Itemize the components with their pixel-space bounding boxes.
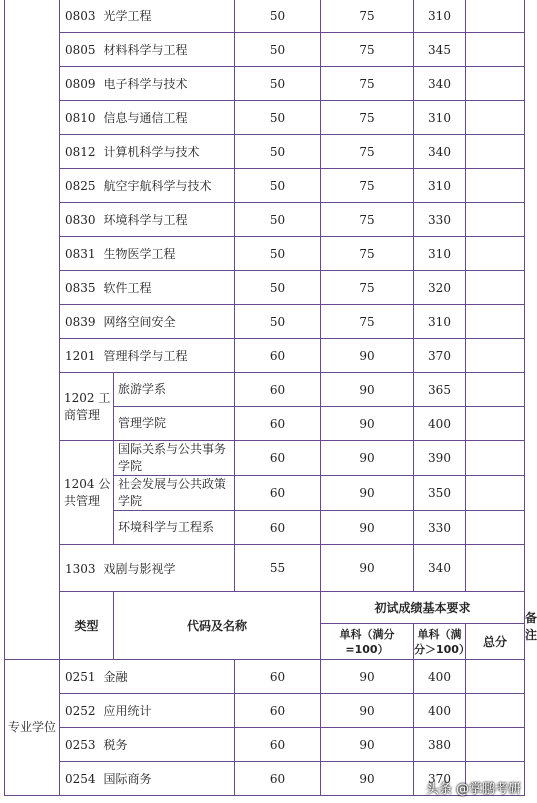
remarks-cell <box>466 441 525 476</box>
subject-name: 材料科学与工程 <box>103 43 188 57</box>
single-100-cell: 50 <box>235 237 321 271</box>
single-over-100-cell: 90 <box>321 694 414 728</box>
subject-code: 0251 <box>65 670 96 684</box>
single-over-100-cell: 75 <box>321 67 414 101</box>
single-100-cell: 60 <box>235 407 321 441</box>
subject-name: 软件工程 <box>103 281 152 295</box>
total-cell: 400 <box>414 660 466 694</box>
table-row <box>5 33 525 67</box>
subject-cell <box>60 728 235 762</box>
single-100-cell: 50 <box>235 203 321 237</box>
remarks-cell <box>466 407 525 441</box>
table-row <box>5 441 525 476</box>
score-table <box>4 0 537 796</box>
subject-code: 0812 <box>65 145 96 159</box>
subject-cell <box>60 545 235 592</box>
subject-name: 计算机科学与技术 <box>103 145 200 159</box>
subject-code: 1201 <box>65 349 96 363</box>
single-over-100-cell: 90 <box>321 545 414 592</box>
subject-name: 国际商务 <box>103 772 152 786</box>
subject-cell <box>60 305 235 339</box>
subject-code: 0835 <box>65 281 96 295</box>
single-over-100-cell: 75 <box>321 0 414 33</box>
single-over-100-cell: 90 <box>321 373 414 407</box>
single-over-100-cell: 90 <box>321 660 414 694</box>
subject-cell <box>60 33 235 67</box>
single-over-100-cell: 75 <box>321 33 414 67</box>
subject-cell <box>60 135 235 169</box>
subject-cell <box>60 203 235 237</box>
header-type: 类型 <box>60 592 114 660</box>
single-over-100-cell: 90 <box>321 511 414 545</box>
remarks-cell <box>466 101 525 135</box>
single-100-cell: 50 <box>235 67 321 101</box>
table-row <box>5 660 525 694</box>
total-cell: 340 <box>414 545 466 592</box>
remarks-cell <box>466 373 525 407</box>
total-cell: 330 <box>414 511 466 545</box>
single-over-100-cell: 90 <box>321 728 414 762</box>
table-row <box>5 0 525 33</box>
subject-code: 0831 <box>65 247 96 261</box>
table-row <box>5 67 525 101</box>
remarks-cell <box>466 545 525 592</box>
type-cell-blank <box>5 0 60 660</box>
total-cell: 390 <box>414 441 466 476</box>
subject-cell <box>60 762 235 796</box>
total-cell: 380 <box>414 728 466 762</box>
single-100-cell: 55 <box>235 545 321 592</box>
remarks-cell <box>466 169 525 203</box>
table-row <box>5 305 525 339</box>
total-cell: 310 <box>414 169 466 203</box>
department-cell: 国际关系与公共事务学院 <box>114 441 235 476</box>
single-100-cell: 60 <box>235 476 321 511</box>
total-cell: 330 <box>414 203 466 237</box>
subject-code: 0830 <box>65 213 96 227</box>
remarks-cell <box>466 305 525 339</box>
subject-code: 0253 <box>65 738 96 752</box>
subject-code: 0254 <box>65 772 96 786</box>
single-over-100-cell: 90 <box>321 476 414 511</box>
single-100-cell: 50 <box>235 305 321 339</box>
header-single-over-100: 单科（满分＞100） <box>414 624 466 660</box>
single-100-cell: 60 <box>235 339 321 373</box>
subject-name: 电子科学与技术 <box>103 77 188 91</box>
header-single-100: 单科（满分=100） <box>321 624 414 660</box>
table-row <box>5 728 525 762</box>
single-100-cell: 60 <box>235 441 321 476</box>
subject-code: 0825 <box>65 179 96 193</box>
subject-code: 0810 <box>65 111 96 125</box>
single-100-cell: 50 <box>235 33 321 67</box>
header-code-name: 代码及名称 <box>114 592 321 660</box>
total-cell: 345 <box>414 33 466 67</box>
total-cell: 370 <box>414 339 466 373</box>
remarks-cell <box>466 135 525 169</box>
subject-name: 戏剧与影视学 <box>103 561 176 576</box>
subject-code: 0809 <box>65 77 96 91</box>
single-100-cell: 60 <box>235 511 321 545</box>
subject-name: 金融 <box>103 670 128 684</box>
single-100-cell: 50 <box>235 169 321 203</box>
total-cell: 365 <box>414 373 466 407</box>
subject-code: 1303 <box>65 561 96 576</box>
single-100-cell: 60 <box>235 728 321 762</box>
total-cell: 340 <box>414 135 466 169</box>
single-over-100-cell: 90 <box>321 762 414 796</box>
header-total: 总分 <box>466 624 525 660</box>
subject-name: 生物医学工程 <box>103 247 176 261</box>
table-row <box>5 203 525 237</box>
group-label-1204: 1204 公共管理 <box>60 441 114 545</box>
subject-cell <box>60 271 235 305</box>
single-over-100-cell: 75 <box>321 135 414 169</box>
remarks-cell <box>466 694 525 728</box>
single-100-cell: 50 <box>235 101 321 135</box>
single-over-100-cell: 75 <box>321 271 414 305</box>
group-label-1202: 1202 工商管理 <box>60 373 114 441</box>
department-cell: 旅游学系 <box>114 373 235 407</box>
subject-cell <box>60 237 235 271</box>
remarks-cell <box>466 271 525 305</box>
type-professional: 专业学位 <box>5 660 60 796</box>
single-100-cell: 50 <box>235 271 321 305</box>
subject-code: 0839 <box>65 315 96 329</box>
total-cell: 310 <box>414 0 466 33</box>
subject-cell <box>60 339 235 373</box>
total-cell: 400 <box>414 407 466 441</box>
subject-name: 税务 <box>103 738 128 752</box>
table-row <box>5 237 525 271</box>
total-cell: 350 <box>414 476 466 511</box>
subject-name: 管理科学与工程 <box>103 349 188 363</box>
department-cell: 环境科学与工程系 <box>114 511 235 545</box>
header-row: 类型 代码及名称 初试成绩基本要求 备注 <box>5 592 525 624</box>
single-over-100-cell: 75 <box>321 305 414 339</box>
total-cell: 310 <box>414 101 466 135</box>
remarks-cell <box>466 67 525 101</box>
header-requirements: 初试成绩基本要求 <box>321 592 525 624</box>
single-over-100-cell: 90 <box>321 407 414 441</box>
remarks-cell <box>466 237 525 271</box>
remarks-cell <box>466 476 525 511</box>
subject-name: 环境科学与工程 <box>103 213 188 227</box>
department-cell: 社会发展与公共政策学院 <box>114 476 235 511</box>
single-over-100-cell: 90 <box>321 441 414 476</box>
table-row <box>5 373 525 407</box>
single-100-cell: 50 <box>235 135 321 169</box>
table-row <box>5 101 525 135</box>
single-100-cell: 60 <box>235 373 321 407</box>
subject-code: 0803 <box>65 9 96 23</box>
table-row <box>5 545 525 592</box>
total-cell: 370 <box>414 762 466 796</box>
subject-cell <box>60 660 235 694</box>
total-cell: 320 <box>414 271 466 305</box>
remarks-cell <box>466 339 525 373</box>
table-row <box>5 169 525 203</box>
single-over-100-cell: 75 <box>321 203 414 237</box>
table-row <box>5 694 525 728</box>
watermark: 头条 @掌鹏考研 <box>425 782 521 797</box>
subject-name: 应用统计 <box>103 704 152 718</box>
single-100-cell: 50 <box>235 0 321 33</box>
subject-name: 光学工程 <box>103 9 152 23</box>
remarks-cell <box>466 728 525 762</box>
subject-code: 0252 <box>65 704 96 718</box>
remarks-cell <box>466 660 525 694</box>
total-cell: 400 <box>414 694 466 728</box>
table-row <box>5 339 525 373</box>
single-over-100-cell: 75 <box>321 237 414 271</box>
subject-cell <box>60 694 235 728</box>
department-cell: 管理学院 <box>114 407 235 441</box>
subject-name: 网络空间安全 <box>103 315 176 329</box>
table-row <box>5 135 525 169</box>
subject-cell <box>60 67 235 101</box>
single-over-100-cell: 75 <box>321 101 414 135</box>
single-100-cell: 60 <box>235 694 321 728</box>
subject-name: 信息与通信工程 <box>103 111 188 125</box>
single-over-100-cell: 75 <box>321 169 414 203</box>
remarks-cell <box>466 0 525 33</box>
remarks-cell <box>466 203 525 237</box>
subject-cell <box>60 101 235 135</box>
single-over-100-cell: 90 <box>321 339 414 373</box>
single-100-cell: 60 <box>235 762 321 796</box>
total-cell: 310 <box>414 305 466 339</box>
table-row <box>5 271 525 305</box>
single-100-cell: 60 <box>235 660 321 694</box>
subject-cell <box>60 0 235 33</box>
subject-cell <box>60 169 235 203</box>
remarks-cell <box>466 511 525 545</box>
subject-code: 0805 <box>65 43 96 57</box>
total-cell: 310 <box>414 237 466 271</box>
subject-name: 航空宇航科学与技术 <box>103 179 212 193</box>
total-cell: 340 <box>414 67 466 101</box>
remarks-cell <box>466 33 525 67</box>
